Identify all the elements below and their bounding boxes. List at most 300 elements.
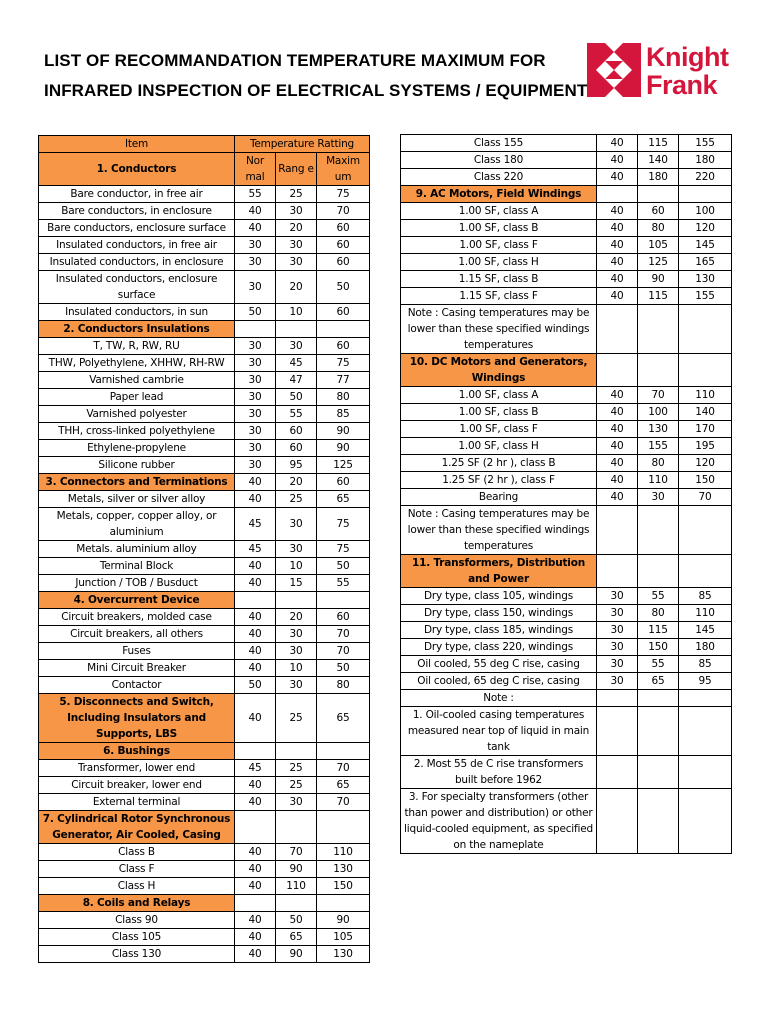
empty-cell — [276, 592, 317, 609]
page-title — [44, 46, 588, 106]
range-cell: 150 — [638, 639, 679, 656]
empty-cell — [638, 555, 679, 588]
maximum-cell: 65 — [317, 694, 370, 743]
normal-cell: 30 — [235, 338, 276, 355]
item-cell: Insulated conductors, in enclosure — [39, 254, 235, 271]
range-cell: 20 — [276, 609, 317, 626]
empty-cell — [276, 321, 317, 338]
maximum-cell: 75 — [317, 541, 370, 558]
item-cell: Ethylene-propylene — [39, 440, 235, 457]
item-cell: 1.00 SF, class B — [401, 220, 597, 237]
empty-cell — [597, 789, 638, 854]
empty-cell — [235, 321, 276, 338]
normal-cell: 30 — [597, 639, 638, 656]
range-cell: 55 — [638, 656, 679, 673]
maximum-cell: 145 — [679, 622, 732, 639]
empty-cell — [235, 743, 276, 760]
table-row — [39, 575, 370, 592]
normal-cell: 40 — [235, 643, 276, 660]
normal-cell: 40 — [235, 626, 276, 643]
note-row — [401, 707, 732, 756]
maximum-cell: 65 — [317, 777, 370, 794]
normal-cell: 40 — [597, 135, 638, 152]
table-row — [39, 457, 370, 474]
table-row — [401, 135, 732, 152]
maximum-cell: 70 — [317, 203, 370, 220]
range-cell: 10 — [276, 558, 317, 575]
section-label: 1. Conductors — [39, 153, 235, 186]
empty-cell — [679, 789, 732, 854]
item-cell: Varnished polyester — [39, 406, 235, 423]
range-cell: 25 — [276, 186, 317, 203]
normal-cell: 30 — [235, 423, 276, 440]
item-cell: Dry type, class 105, windings — [401, 588, 597, 605]
range-cell: 60 — [638, 203, 679, 220]
maximum-cell: 110 — [679, 387, 732, 404]
table-row — [39, 861, 370, 878]
range-cell: 25 — [276, 760, 317, 777]
normal-cell: 40 — [235, 777, 276, 794]
empty-cell — [679, 186, 732, 203]
normal-cell: 30 — [235, 406, 276, 423]
section-row — [39, 694, 370, 743]
table-row — [39, 929, 370, 946]
maximum-cell: 60 — [317, 609, 370, 626]
maximum-cell: 80 — [317, 677, 370, 694]
range-cell: 90 — [638, 271, 679, 288]
range-cell: 50 — [276, 389, 317, 406]
section-row — [401, 354, 732, 387]
empty-cell — [638, 506, 679, 555]
normal-cell: 30 — [597, 656, 638, 673]
section-row — [39, 895, 370, 912]
item-cell: Class 130 — [39, 946, 235, 963]
normal-cell: 40 — [597, 254, 638, 271]
range-cell: 140 — [638, 152, 679, 169]
empty-cell — [317, 811, 370, 844]
range-cell: 130 — [638, 421, 679, 438]
table-row — [39, 491, 370, 508]
table-row — [401, 404, 732, 421]
normal-cell: 40 — [235, 861, 276, 878]
table-row — [401, 622, 732, 639]
empty-cell — [679, 305, 732, 354]
empty-cell — [638, 789, 679, 854]
empty-cell — [235, 811, 276, 844]
range-cell: 80 — [638, 455, 679, 472]
normal-cell: 40 — [597, 237, 638, 254]
normal-cell: 40 — [235, 491, 276, 508]
note-row — [401, 756, 732, 789]
table-row — [39, 626, 370, 643]
maximum-cell: 70 — [317, 643, 370, 660]
empty-cell — [597, 354, 638, 387]
maximum-cell: 60 — [317, 237, 370, 254]
table-row — [39, 254, 370, 271]
range-cell: 95 — [276, 457, 317, 474]
maximum-cell: 65 — [317, 491, 370, 508]
section-label: 4. Overcurrent Device — [39, 592, 235, 609]
range-cell: 115 — [638, 135, 679, 152]
normal-cell: 30 — [597, 622, 638, 639]
normal-cell: 40 — [597, 203, 638, 220]
section-row — [39, 743, 370, 760]
header-temperature-rating: Temperature Ratting — [235, 136, 370, 153]
empty-cell — [597, 707, 638, 756]
item-cell: 1.00 SF, class A — [401, 387, 597, 404]
section-label: 7. Cylindrical Rotor Synchronous Generator, Air Cooled, Casing — [39, 811, 235, 844]
subheader-cell: Nor mal — [235, 153, 276, 186]
range-cell: 10 — [276, 304, 317, 321]
subheader-cell: Maxim um — [317, 153, 370, 186]
table-row — [401, 438, 732, 455]
item-cell: THH, cross-linked polyethylene — [39, 423, 235, 440]
section-label: 5. Disconnects and Switch, Including Insulators and Supports, LBS — [39, 694, 235, 743]
table-row — [401, 472, 732, 489]
range-cell: 55 — [638, 588, 679, 605]
normal-cell: 40 — [235, 844, 276, 861]
table-row — [401, 639, 732, 656]
normal-cell: 40 — [235, 660, 276, 677]
maximum-cell: 105 — [317, 929, 370, 946]
normal-cell: 45 — [235, 508, 276, 541]
normal-cell: 40 — [597, 489, 638, 506]
item-cell: Circuit breaker, lower end — [39, 777, 235, 794]
item-cell: Metals, copper, copper alloy, or aluminium — [39, 508, 235, 541]
range-cell: 110 — [276, 878, 317, 895]
range-cell: 125 — [638, 254, 679, 271]
maximum-cell: 50 — [317, 660, 370, 677]
maximum-cell: 60 — [317, 474, 370, 491]
maximum-cell: 75 — [317, 508, 370, 541]
maximum-cell: 50 — [317, 271, 370, 304]
section-label: 6. Bushings — [39, 743, 235, 760]
note-row — [401, 789, 732, 854]
subheader-cell: Rang e — [276, 153, 317, 186]
range-cell: 180 — [638, 169, 679, 186]
range-cell: 20 — [276, 220, 317, 237]
normal-cell: 40 — [235, 220, 276, 237]
table-row — [39, 423, 370, 440]
note-text: Note : Casing temperatures may be lower than these specified windings temperatures — [401, 506, 597, 555]
empty-cell — [597, 186, 638, 203]
logo-line-1: Knight — [646, 42, 729, 72]
range-cell: 15 — [276, 575, 317, 592]
item-cell: Class 90 — [39, 912, 235, 929]
left-temperature-table — [38, 135, 370, 963]
item-cell: Dry type, class 150, windings — [401, 605, 597, 622]
item-cell: 1.00 SF, class F — [401, 421, 597, 438]
maximum-cell: 145 — [679, 237, 732, 254]
table-row — [401, 455, 732, 472]
empty-cell — [235, 895, 276, 912]
item-cell: Insulated conductors, enclosure surface — [39, 271, 235, 304]
normal-cell: 40 — [235, 694, 276, 743]
table-row — [401, 203, 732, 220]
range-cell: 115 — [638, 288, 679, 305]
normal-cell: 30 — [235, 355, 276, 372]
table-row — [39, 878, 370, 895]
item-cell: Dry type, class 220, windings — [401, 639, 597, 656]
item-cell: 1.25 SF (2 hr ), class B — [401, 455, 597, 472]
title-line-1: LIST OF RECOMMANDATION TEMPERATURE MAXIMUM FOR — [44, 51, 546, 70]
maximum-cell: 180 — [679, 152, 732, 169]
range-cell: 80 — [638, 220, 679, 237]
empty-cell — [638, 707, 679, 756]
maximum-cell: 90 — [317, 423, 370, 440]
maximum-cell: 110 — [317, 844, 370, 861]
empty-cell — [276, 895, 317, 912]
range-cell: 30 — [638, 489, 679, 506]
maximum-cell: 130 — [317, 861, 370, 878]
range-cell: 30 — [276, 254, 317, 271]
table-row — [401, 489, 732, 506]
empty-cell — [317, 895, 370, 912]
maximum-cell: 75 — [317, 186, 370, 203]
item-cell: T, TW, R, RW, RU — [39, 338, 235, 355]
maximum-cell: 110 — [679, 605, 732, 622]
item-cell: THW, Polyethylene, XHHW, RH-RW — [39, 355, 235, 372]
item-cell: Paper lead — [39, 389, 235, 406]
normal-cell: 30 — [597, 673, 638, 690]
range-cell: 30 — [276, 794, 317, 811]
normal-cell: 40 — [235, 474, 276, 491]
table-row — [39, 677, 370, 694]
range-cell: 30 — [276, 626, 317, 643]
item-cell: 1.15 SF, class B — [401, 271, 597, 288]
table-row — [401, 271, 732, 288]
normal-cell: 40 — [597, 455, 638, 472]
range-cell: 90 — [276, 861, 317, 878]
section-label: 3. Connectors and Terminations — [39, 474, 235, 491]
table-row — [39, 355, 370, 372]
empty-cell — [638, 690, 679, 707]
normal-cell: 40 — [597, 421, 638, 438]
range-cell: 25 — [276, 491, 317, 508]
maximum-cell: 60 — [317, 220, 370, 237]
section-row — [401, 186, 732, 203]
maximum-cell: 60 — [317, 254, 370, 271]
table-row — [401, 152, 732, 169]
normal-cell: 30 — [235, 237, 276, 254]
empty-cell — [276, 743, 317, 760]
empty-cell — [638, 354, 679, 387]
maximum-cell: 70 — [317, 794, 370, 811]
range-cell: 105 — [638, 237, 679, 254]
range-cell: 10 — [276, 660, 317, 677]
table-row — [39, 271, 370, 304]
table-row — [39, 406, 370, 423]
empty-cell — [679, 555, 732, 588]
empty-cell — [317, 592, 370, 609]
item-cell: Metals, silver or silver alloy — [39, 491, 235, 508]
section-row — [39, 474, 370, 491]
item-cell: Class 220 — [401, 169, 597, 186]
section-row — [39, 811, 370, 844]
item-cell: Varnished cambrie — [39, 372, 235, 389]
normal-cell: 40 — [235, 794, 276, 811]
empty-cell — [317, 743, 370, 760]
item-cell: 1.00 SF, class F — [401, 237, 597, 254]
empty-cell — [638, 305, 679, 354]
normal-cell: 50 — [235, 304, 276, 321]
range-cell: 25 — [276, 694, 317, 743]
maximum-cell: 140 — [679, 404, 732, 421]
range-cell: 30 — [276, 541, 317, 558]
item-cell: Mini Circuit Breaker — [39, 660, 235, 677]
range-cell: 30 — [276, 237, 317, 254]
maximum-cell: 55 — [317, 575, 370, 592]
normal-cell: 30 — [235, 271, 276, 304]
item-cell: Class 155 — [401, 135, 597, 152]
range-cell: 30 — [276, 203, 317, 220]
normal-cell: 40 — [235, 878, 276, 895]
maximum-cell: 125 — [317, 457, 370, 474]
table-row — [401, 169, 732, 186]
section-row — [401, 555, 732, 588]
item-cell: Bare conductors, enclosure surface — [39, 220, 235, 237]
item-cell: 1.00 SF, class H — [401, 438, 597, 455]
empty-cell — [597, 305, 638, 354]
table-row — [401, 421, 732, 438]
normal-cell: 40 — [235, 203, 276, 220]
table-row — [39, 338, 370, 355]
maximum-cell: 85 — [317, 406, 370, 423]
section-label: 10. DC Motors and Generators, Windings — [401, 354, 597, 387]
item-cell: Silicone rubber — [39, 457, 235, 474]
section-row — [39, 153, 370, 186]
table-row — [401, 656, 732, 673]
maximum-cell: 90 — [317, 440, 370, 457]
item-cell: 1.25 SF (2 hr ), class F — [401, 472, 597, 489]
maximum-cell: 155 — [679, 135, 732, 152]
empty-cell — [679, 756, 732, 789]
normal-cell: 40 — [597, 472, 638, 489]
item-cell: Bare conductor, in free air — [39, 186, 235, 203]
maximum-cell: 180 — [679, 639, 732, 656]
item-cell: 1.00 SF, class H — [401, 254, 597, 271]
range-cell: 70 — [638, 387, 679, 404]
logo-wordmark — [646, 43, 728, 99]
range-cell: 80 — [638, 605, 679, 622]
table-row — [39, 844, 370, 861]
table-row — [39, 440, 370, 457]
normal-cell: 40 — [235, 912, 276, 929]
item-cell: Class 105 — [39, 929, 235, 946]
range-cell: 65 — [276, 929, 317, 946]
section-row — [39, 321, 370, 338]
section-label: 11. Transformers, Distribution and Power — [401, 555, 597, 588]
normal-cell: 40 — [597, 438, 638, 455]
table-header-row — [39, 136, 370, 153]
range-cell: 30 — [276, 643, 317, 660]
range-cell: 100 — [638, 404, 679, 421]
note-text: Note : — [401, 690, 597, 707]
maximum-cell: 120 — [679, 220, 732, 237]
normal-cell: 40 — [597, 404, 638, 421]
item-cell: Class H — [39, 878, 235, 895]
normal-cell: 30 — [597, 588, 638, 605]
empty-cell — [597, 555, 638, 588]
range-cell: 25 — [276, 777, 317, 794]
table-row — [401, 387, 732, 404]
item-cell: 1.00 SF, class A — [401, 203, 597, 220]
maximum-cell: 150 — [317, 878, 370, 895]
normal-cell: 40 — [235, 609, 276, 626]
item-cell: Bare conductors, in enclosure — [39, 203, 235, 220]
maximum-cell: 75 — [317, 355, 370, 372]
maximum-cell: 50 — [317, 558, 370, 575]
table-row — [401, 588, 732, 605]
item-cell: External terminal — [39, 794, 235, 811]
table-row — [401, 673, 732, 690]
note-row — [401, 506, 732, 555]
item-cell: Oil cooled, 65 deg C rise, casing — [401, 673, 597, 690]
table-row — [39, 541, 370, 558]
maximum-cell: 80 — [317, 389, 370, 406]
range-cell: 115 — [638, 622, 679, 639]
maximum-cell: 155 — [679, 288, 732, 305]
normal-cell: 45 — [235, 760, 276, 777]
table-row — [39, 609, 370, 626]
item-cell: Insulated conductors, in sun — [39, 304, 235, 321]
note-row — [401, 690, 732, 707]
range-cell: 65 — [638, 673, 679, 690]
section-label: 8. Coils and Relays — [39, 895, 235, 912]
item-cell: Transformer, lower end — [39, 760, 235, 777]
normal-cell: 40 — [235, 946, 276, 963]
normal-cell: 30 — [235, 440, 276, 457]
table-row — [39, 220, 370, 237]
normal-cell: 40 — [597, 288, 638, 305]
table-row — [39, 946, 370, 963]
range-cell: 30 — [276, 508, 317, 541]
item-cell: Class B — [39, 844, 235, 861]
table-row — [39, 508, 370, 541]
note-text: Note : Casing temperatures may be lower than these specified windings temperatures — [401, 305, 597, 354]
header-item: Item — [39, 136, 235, 153]
table-row — [401, 605, 732, 622]
item-cell: Fuses — [39, 643, 235, 660]
range-cell: 30 — [276, 338, 317, 355]
range-cell: 50 — [276, 912, 317, 929]
maximum-cell: 100 — [679, 203, 732, 220]
maximum-cell: 130 — [317, 946, 370, 963]
maximum-cell: 220 — [679, 169, 732, 186]
normal-cell: 30 — [235, 372, 276, 389]
maximum-cell: 77 — [317, 372, 370, 389]
maximum-cell: 60 — [317, 304, 370, 321]
normal-cell: 40 — [597, 271, 638, 288]
table-row — [39, 760, 370, 777]
section-row — [39, 592, 370, 609]
table-row — [39, 794, 370, 811]
range-cell: 20 — [276, 271, 317, 304]
maximum-cell: 70 — [317, 760, 370, 777]
range-cell: 70 — [276, 844, 317, 861]
empty-cell — [597, 690, 638, 707]
range-cell: 45 — [276, 355, 317, 372]
empty-cell — [638, 186, 679, 203]
normal-cell: 40 — [597, 152, 638, 169]
empty-cell — [235, 592, 276, 609]
range-cell: 90 — [276, 946, 317, 963]
maximum-cell: 130 — [679, 271, 732, 288]
empty-cell — [679, 354, 732, 387]
item-cell: Metals. aluminium alloy — [39, 541, 235, 558]
section-label: 2. Conductors Insulations — [39, 321, 235, 338]
table-row — [39, 186, 370, 203]
